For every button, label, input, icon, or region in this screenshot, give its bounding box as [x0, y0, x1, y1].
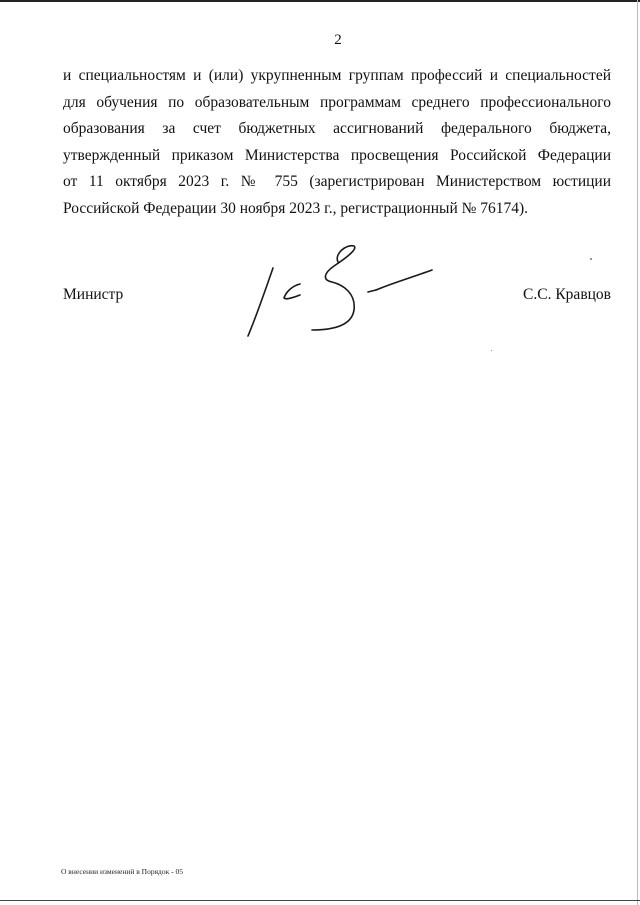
body-line: от 11 октября 2023 г. № 755 (зарегистрирован Министерством юстиции: [63, 173, 611, 190]
body-line: образования за счет бюджетных ассигнований федерального бюджета,: [63, 120, 611, 137]
body-line: утвержденный приказом Министерства просвещения Российской Федерации: [63, 146, 611, 164]
handwritten-signature: [240, 240, 440, 345]
signatory-title: Министр: [63, 286, 124, 303]
scan-bottom-edge: [0, 900, 640, 901]
scan-speck: [590, 258, 592, 260]
body-line: Российской Федерации 30 ноября 2023 г., регистрационный № 76174).: [63, 199, 529, 217]
body-paragraph: [63, 63, 611, 222]
body-line: для обучения по образовательным программам среднего профессионального: [63, 93, 611, 111]
page-number: 2: [334, 32, 342, 48]
footer-note: О внесении изменений в Порядок - 05: [61, 867, 183, 876]
scan-speck: [491, 350, 492, 351]
body-line: и специальностям и (или) укрупненным группам профессий и специальностей: [63, 67, 611, 84]
scan-right-edge: [637, 0, 638, 905]
signatory-name: С.С. Кравцов: [523, 286, 611, 303]
scan-top-edge: [0, 0, 640, 2]
